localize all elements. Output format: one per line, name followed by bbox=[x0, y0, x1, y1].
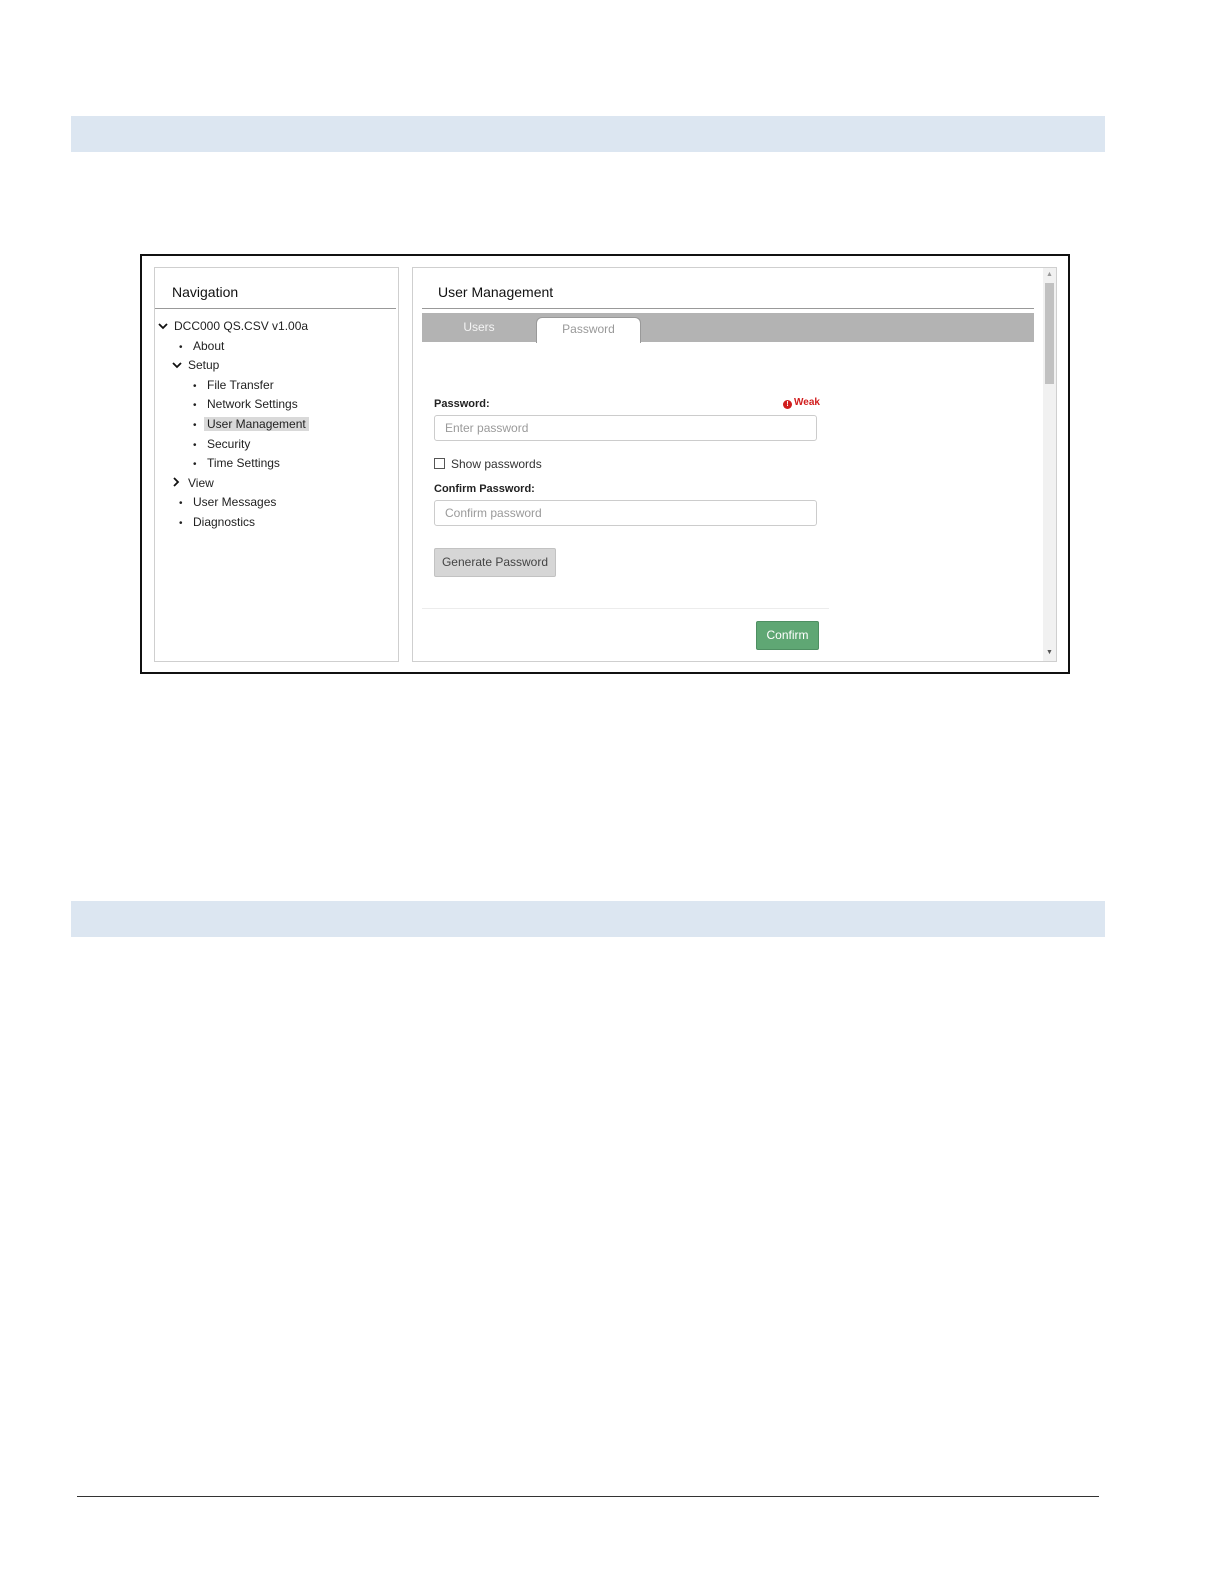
divider bbox=[155, 308, 396, 309]
confirm-button[interactable]: Confirm bbox=[756, 621, 819, 650]
tree-item-device[interactable] bbox=[158, 318, 311, 335]
tab-bar bbox=[422, 313, 1034, 342]
footer-divider bbox=[77, 1496, 1099, 1497]
confirm-password-label: Confirm Password: bbox=[434, 483, 535, 495]
section-header-band bbox=[71, 901, 1105, 937]
generate-password-button[interactable]: Generate Password bbox=[434, 548, 556, 577]
tab-users[interactable]: Users bbox=[463, 320, 495, 334]
tree-item-label: DCC000 QS.CSV v1.00a bbox=[174, 319, 309, 333]
bullet-icon: • bbox=[193, 459, 197, 470]
bullet-icon: • bbox=[179, 342, 183, 353]
tree-item-label: Security bbox=[207, 437, 251, 451]
bullet-icon: • bbox=[193, 440, 197, 451]
tree-item-file-transfer[interactable] bbox=[193, 377, 277, 394]
password-input[interactable] bbox=[434, 415, 817, 441]
chevron-down-icon[interactable] bbox=[172, 358, 185, 375]
bullet-icon: • bbox=[193, 420, 197, 431]
section-header-band bbox=[71, 116, 1105, 152]
tree-item-diagnostics[interactable] bbox=[179, 514, 258, 531]
scroll-up-arrow-icon[interactable]: ▲ bbox=[1046, 271, 1053, 278]
tree-item-view[interactable] bbox=[172, 475, 217, 492]
tree-item-security[interactable] bbox=[193, 436, 253, 453]
password-strength-text: Weak bbox=[794, 397, 820, 408]
navigation-title: Navigation bbox=[172, 284, 239, 300]
vertical-scrollbar[interactable] bbox=[1043, 268, 1056, 661]
divider bbox=[422, 308, 1034, 309]
show-passwords-label: Show passwords bbox=[451, 457, 542, 471]
tree-item-label: Network Settings bbox=[207, 397, 298, 411]
tree-item-label: Setup bbox=[188, 358, 220, 372]
bullet-icon: • bbox=[193, 381, 197, 392]
tree-item-user-messages[interactable] bbox=[179, 494, 279, 511]
chevron-down-icon[interactable] bbox=[158, 319, 171, 336]
tree-item-label: About bbox=[193, 339, 225, 353]
show-passwords-toggle[interactable] bbox=[434, 457, 542, 471]
tree-item-network-settings[interactable] bbox=[193, 396, 301, 413]
tab-password[interactable]: Password bbox=[536, 317, 641, 343]
scroll-down-arrow-icon[interactable]: ▼ bbox=[1046, 649, 1053, 656]
tree-item-label: Diagnostics bbox=[193, 515, 256, 529]
scrollbar-thumb[interactable] bbox=[1045, 283, 1054, 384]
tree-item-about[interactable] bbox=[179, 338, 227, 355]
divider bbox=[422, 608, 829, 609]
tree-item-setup[interactable] bbox=[172, 357, 222, 374]
navigation-panel bbox=[154, 267, 399, 662]
bullet-icon: • bbox=[179, 518, 183, 529]
password-strength-indicator bbox=[783, 397, 820, 409]
page-title: User Management bbox=[438, 284, 554, 300]
bullet-icon: • bbox=[193, 400, 197, 411]
content-panel bbox=[412, 267, 1057, 662]
bullet-icon: • bbox=[179, 498, 183, 509]
show-passwords-checkbox[interactable] bbox=[434, 458, 445, 469]
chevron-right-icon[interactable] bbox=[172, 476, 185, 493]
tree-item-user-management[interactable] bbox=[193, 416, 309, 433]
confirm-password-input[interactable] bbox=[434, 500, 817, 526]
tree-item-label: File Transfer bbox=[207, 378, 274, 392]
tree-item-label: Time Settings bbox=[207, 456, 280, 470]
tree-item-label: View bbox=[188, 476, 214, 490]
tree-item-label: User Management bbox=[204, 417, 309, 431]
tree-item-time-settings[interactable] bbox=[193, 455, 283, 472]
ui-screenshot-frame bbox=[140, 254, 1070, 674]
tree-item-label: User Messages bbox=[193, 495, 277, 509]
exclamation-circle-icon: ! bbox=[783, 400, 792, 409]
password-label: Password: bbox=[434, 398, 490, 410]
